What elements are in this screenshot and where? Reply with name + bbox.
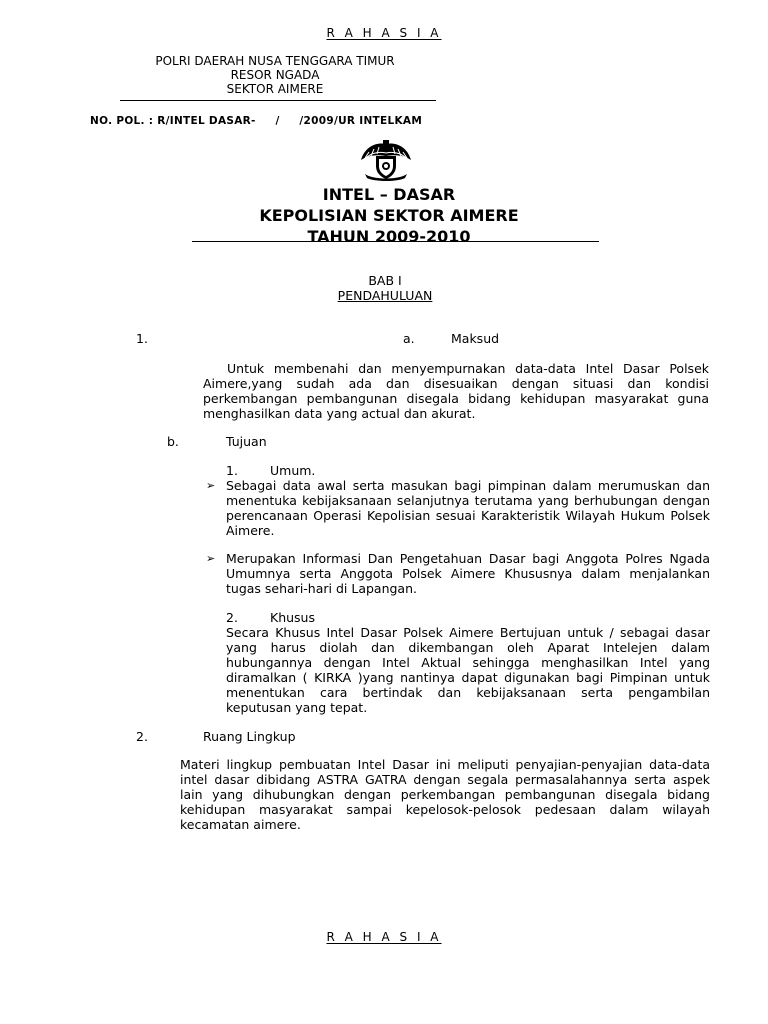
section1-a-letter: a. xyxy=(403,331,415,346)
header-divider xyxy=(120,100,436,101)
classification-top: R A H A S I A xyxy=(326,26,442,40)
chapter-name: PENDAHULUAN xyxy=(337,288,433,303)
classification-bottom: R A H A S I A xyxy=(326,930,442,944)
umum-number: 1. xyxy=(226,463,238,478)
ruang-lingkup-heading: Ruang Lingkup xyxy=(203,729,296,744)
khusus-heading: Khusus xyxy=(270,610,315,625)
document-title-line2: KEPOLISIAN SEKTOR AIMERE xyxy=(259,206,519,225)
header-sektor: SEKTOR AIMERE xyxy=(226,82,324,96)
reference-number: NO. POL. : R/INTEL DASAR- / /2009/UR INTELKAM xyxy=(90,115,423,127)
bullet-arrow-icon: ➢ xyxy=(206,552,216,565)
header-resor: RESOR NGADA xyxy=(230,68,320,82)
document-title-line1: INTEL – DASAR xyxy=(322,185,456,204)
khusus-number: 2. xyxy=(226,610,238,625)
header-institution: POLRI DAERAH NUSA TENGGARA TIMUR xyxy=(155,54,395,68)
bullet-arrow-icon: ➢ xyxy=(206,479,216,492)
maksud-heading: Maksud xyxy=(451,331,500,346)
section2-number: 2. xyxy=(136,729,148,744)
section1-number: 1. xyxy=(136,331,148,346)
umum-bullet-1: Sebagai data awal serta masukan bagi pimpinan dalam merumuskan dan menentuka kebijaksanaan selanjutnya terutama yang berhubungan dengan perencanaan Operasi Kepolisian sesuai Karakteristik Wilayah Hukum Polsek Aimere. xyxy=(226,478,710,538)
tujuan-heading: Tujuan xyxy=(226,434,267,449)
police-emblem-logo xyxy=(357,138,415,182)
section1-b-letter: b. xyxy=(167,434,179,449)
umum-bullet-2: Merupakan Informasi Dan Pengetahuan Dasar bagi Anggota Polres Ngada Umumnya serta Anggota Polsek Aimere Khususnya dalam menjalankan tugas sehari-hari di Lapangan. xyxy=(226,551,710,596)
umum-heading: Umum. xyxy=(270,463,316,478)
khusus-paragraph: Secara Khusus Intel Dasar Polsek Aimere Bertujuan untuk / sebagai dasar yang harus diolah dan dikembangan oleh Aparat Intelejen dalam hubungannya dengan Intel Aktual sehingga menghasilkan Intel yang diramalkan ( KIRKA )yang nantinya dapat digunakan bagi Pimpinan untuk menentukan cara bertindak dan kebijaksanaan serta pengambilan keputusan yang tepat. xyxy=(226,625,710,715)
title-divider xyxy=(192,241,599,242)
document-title-line3: TAHUN 2009-2010 xyxy=(307,227,471,246)
maksud-paragraph: Untuk membenahi dan menyempurnakan data-data Intel Dasar Polsek Aimere,yang sudah ada dan disesuaikan dengan situasi dan kondisi perkembangan pembangunan disegala bidang kehidupan masyarakat guna menghasilkan data yang actual dan akurat. xyxy=(203,361,709,421)
ruang-lingkup-paragraph: Materi lingkup pembuatan Intel Dasar ini meliputi penyajian-penyajian data-data intel dasar dibidang ASTRA GATRA dengan segala permasalahannya serta aspek lain yang dihubungkan dengan perkembangan pembangunan disegala bidang kehidupan masyarakat sampai kepelosok-pelosok pedesaan dalam wilayah kecamatan aimere. xyxy=(180,757,710,832)
chapter-number: BAB I xyxy=(368,273,402,288)
